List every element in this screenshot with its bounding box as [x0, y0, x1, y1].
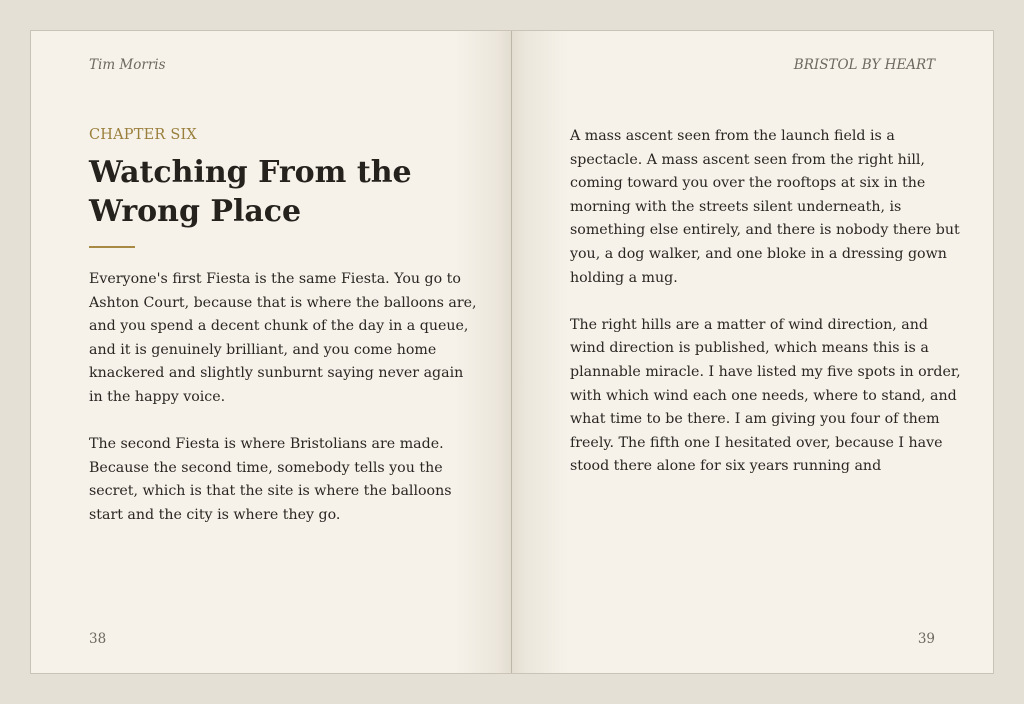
chapter-divider: [89, 246, 135, 248]
right-page: [512, 31, 993, 673]
open-book: [30, 30, 994, 674]
page-number-right: 39: [917, 631, 935, 647]
paragraph: The right hills are a matter of wind direction, and wind direction is published, which means this is a plannable miracle. I have listed my five spots in order, with which wind each one needs, where to stand, and what time to be there. I am giving you four of them freely. The fifth one I hesitated over, because I have stood there alone for six years running and: [570, 316, 961, 475]
chapter-label: CHAPTER SIX: [89, 127, 197, 143]
paragraph: The second Fiesta is where Bristolians are made. Because the second time, somebody tells you the secret, which is that the site is where the balloons start and the city is where they go.: [89, 436, 452, 523]
chapter-title: Watching From the Wrong Place: [89, 155, 412, 229]
paragraph: A mass ascent seen from the launch field is a spectacle. A mass ascent seen from the right hill, coming toward you over the rooftops at six in the morning with the streets silent underneath, is something else entirely, and there is nobody there but you, a dog walker, and one bloke in a dressing gown holding a mug.: [570, 128, 960, 286]
left-page: [31, 31, 512, 673]
right-body-text: [570, 125, 962, 503]
running-head-author: Tim Morris: [89, 57, 166, 73]
page-number-left: 38: [89, 631, 107, 647]
running-head-title: BRISTOL BY HEART: [793, 57, 935, 73]
paragraph: Everyone's first Fiesta is the same Fiesta. You go to Ashton Court, because that is where the balloons are, and you spend a decent chunk of the day in a queue, and it is genuinely brilliant, and you come home knackered and slightly sunburnt saying never again in the happy voice.: [89, 271, 477, 405]
left-body-text: [89, 268, 481, 551]
